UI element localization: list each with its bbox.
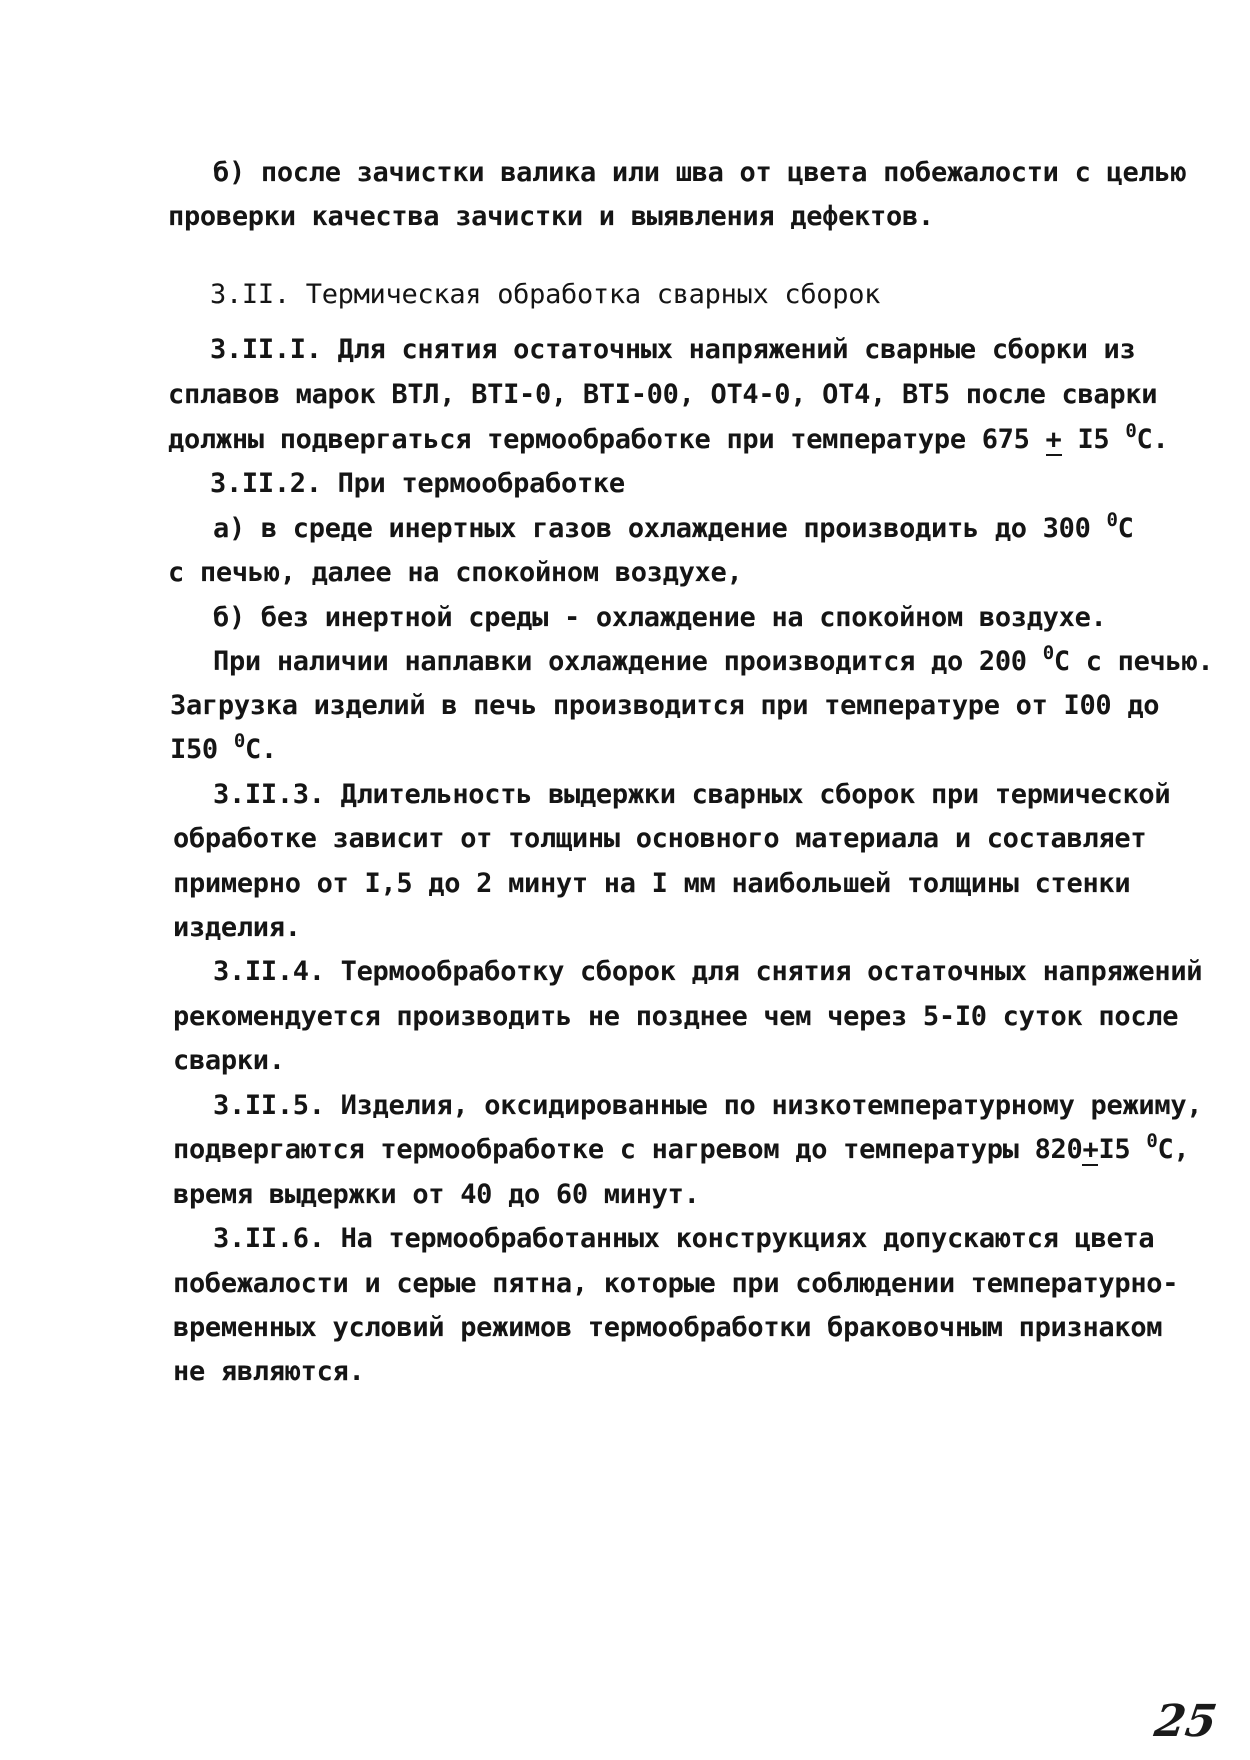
text-line: Загрузка изделий в печь производится при температуре от I00 до [170, 690, 1160, 721]
text-line: 3.II.5. Изделия, оксидированные по низкотемпературному режиму, [213, 1090, 1203, 1121]
text-line: При наличии наплавки охлаждение производится до 200 $^0$С с печью. [213, 642, 1214, 677]
text-line: с печью, далее на спокойном воздухе, [168, 557, 743, 588]
text-line: обработке зависит от толщины основного материала и составляет [173, 823, 1147, 854]
text-line: не являются. [173, 1356, 365, 1387]
text-line: 3.II.2. При термообработке [210, 468, 625, 499]
text-line: 3.II.4. Термообработку сборок для снятия остаточных напряжений [213, 956, 1203, 987]
text-line: 3.II.3. Длительность выдержки сварных сборок при термической [213, 779, 1171, 810]
text-line: примерно от I,5 до 2 минут на I мм наибольшей толщины стенки [173, 868, 1131, 899]
page-number: 25 [1151, 1696, 1220, 1747]
text-line: сплавов марок ВТЛ, BTI-0, BTI-00, ОТ4-0, ОТ4, ВТ5 после сварки [168, 379, 1158, 410]
text-line: I50 $^0$С. [170, 730, 277, 765]
text-line: 3.II.6. На термообработанных конструкциях допускаются цвета [213, 1223, 1155, 1254]
text-line: 3.II.I. Для снятия остаточных напряжений сварные сборки из [210, 334, 1136, 365]
text-line: а) в среде инертных газов охлаждение производить до 300 $^0$С [213, 509, 1134, 544]
section-heading: 3.II. Термическая обработка сварных сборок [210, 279, 881, 310]
text-line: временных условий режимов термообработки браковочным признаком [173, 1312, 1163, 1343]
text-line: б) после зачистки валика или шва от цвета побежалости с целью [213, 157, 1187, 188]
text-line: рекомендуется производить не позднее чем через 5-I0 суток после [173, 1001, 1179, 1032]
text-line: изделия. [173, 912, 301, 943]
text-line: проверки качества зачистки и выявления дефектов. [168, 201, 934, 232]
text-line: подвергаются термообработке с нагревом до температуры 820+I5 $^0$С, [173, 1130, 1190, 1165]
text-line: должны подвергаться термообработке при температуре 675 + I5 $^0$С. [168, 420, 1169, 455]
text-line: б) без инертной среды - охлаждение на спокойном воздухе. [213, 602, 1107, 633]
text-line: побежалости и серые пятна, которые при соблюдении температурно- [173, 1268, 1179, 1299]
text-line: время выдержки от 40 до 60 минут. [173, 1179, 700, 1210]
text-line: сварки. [173, 1045, 285, 1076]
